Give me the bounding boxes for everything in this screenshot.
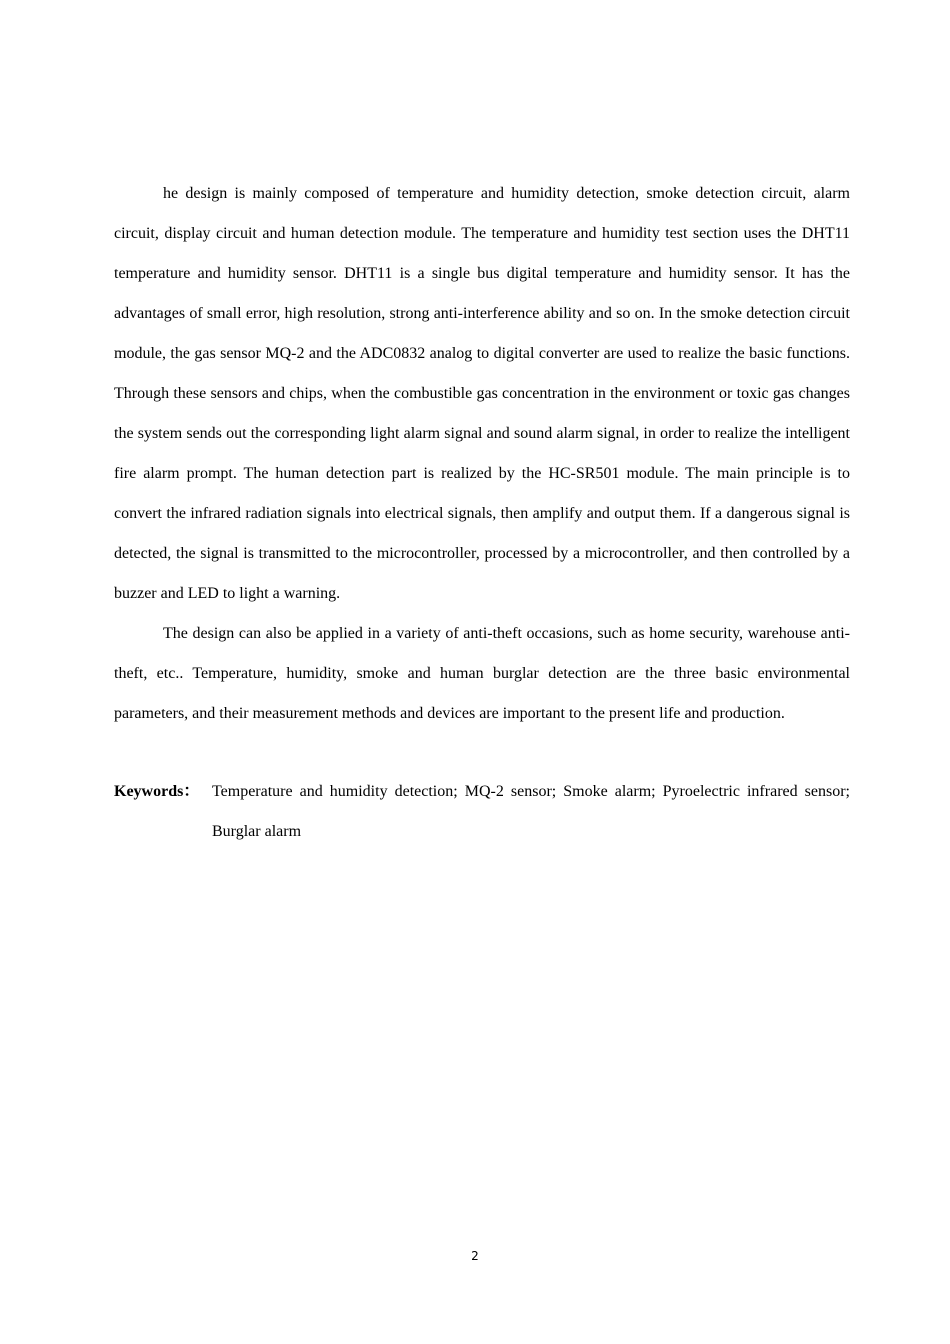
abstract-paragraph-2: The design can also be applied in a variety of anti-theft occasions, such as home security, warehouse anti-theft, etc.. Temperature, humidity, smoke and human burglar detection are the three basic environmental parameters, and their measurement methods and devices are important to the present life and production. — [114, 625, 850, 722]
keywords-label: Keywords： — [114, 783, 200, 800]
keywords-text: Temperature and humidity detection; MQ-2 sensor; Smoke alarm; Pyroelectric infrared sensor; Burglar alarm — [212, 783, 850, 840]
page-number: 2 — [471, 1249, 479, 1263]
abstract-body — [114, 174, 850, 734]
abstract-paragraph-1: he design is mainly composed of temperature and humidity detection, smoke detection circuit, alarm circuit, display circuit and human detection module. The temperature and humidity test section uses the DHT11 temperature and humidity sensor. DHT11 is a single bus digital temperature and humidity sensor. It has the advantages of small error, high resolution, strong anti-interference ability and so on. In the smoke detection circuit module, the gas sensor MQ-2 and the ADC0832 analog to digital converter are used to realize the basic functions. Through these sensors and chips, when the combustible gas concentration in the environment or toxic gas changes the system sends out the corresponding light alarm signal and sound alarm signal, in order to realize the intelligent fire alarm prompt. The human detection part is realized by the HC-SR501 module. The main principle is to convert the infrared radiation signals into electrical signals, then amplify and output them. If a dangerous signal is detected, the signal is transmitted to the microcontroller, processed by a microcontroller, and then controlled by a buzzer and LED to light a warning. — [114, 185, 850, 602]
keywords-section — [114, 772, 850, 852]
keywords-row — [114, 772, 850, 852]
